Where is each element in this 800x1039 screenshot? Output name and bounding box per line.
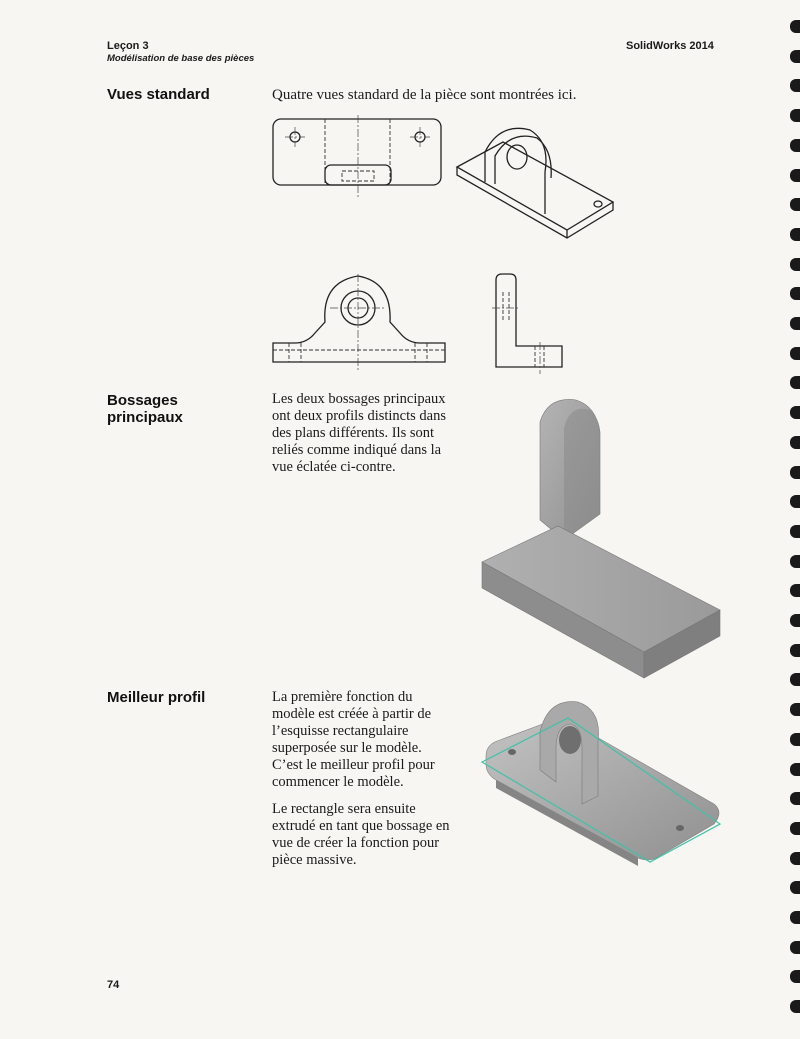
binding-coil [790,228,800,241]
drawing-side-view [490,272,570,377]
binding-coil [790,614,800,627]
binding-coil [790,169,800,182]
best-profile-text [272,689,450,879]
text-line: commencer le modèle. [272,774,404,790]
drawing-isometric-view [455,122,615,247]
binding-coil [790,198,800,211]
lesson-subtitle: Modélisation de base des pièces [107,53,255,64]
binding-coil [790,941,800,954]
heading-main-bosses [107,392,183,426]
text-line: l’esquisse rectangulaire [272,723,409,739]
binding-coil [790,20,800,33]
binding-coil [790,733,800,746]
binding-coil [790,911,800,924]
binding-coil [790,466,800,479]
paragraph [272,801,450,869]
binding-coil [790,852,800,865]
binding-coil [790,881,800,894]
exploded-boss-view [478,392,728,682]
text-line: vue éclatée ci-contre. [272,459,396,475]
page-number: 74 [107,979,120,991]
text-line: des plans différents. Ils sont [272,425,435,441]
text-line: C’est le meilleur profil pour [272,757,435,773]
binding-coil [790,763,800,776]
binding-coil [790,258,800,271]
heading-main-bosses-line1: Bossages [107,392,178,409]
binding-coil [790,347,800,360]
binding-coil [790,703,800,716]
drawing-front-view [270,270,450,375]
heading-best-profile: Meilleur profil [107,689,206,706]
text-line: Le rectangle sera ensuite [272,801,416,817]
product-label: SolidWorks 2014 [626,40,714,52]
part-with-sketch-view [478,692,728,870]
binding-coil [790,376,800,389]
binding-coil [790,644,800,657]
paragraph [272,689,450,791]
drawing-top-view [270,115,450,200]
binding-coil [790,673,800,686]
binding-coil [790,822,800,835]
binding-coil [790,79,800,92]
binding-coil [790,436,800,449]
binding-coil [790,287,800,300]
text-line: modèle est créée à partir de [272,706,432,722]
text-line: La première fonction du [272,689,413,705]
binding-coil [790,406,800,419]
binding-coil [790,50,800,63]
binding-coil [790,584,800,597]
text-line: extrudé en tant que bossage en [272,818,450,834]
text-line: pièce massive. [272,852,357,868]
running-header [107,40,254,65]
text-line: superposée sur le modèle. [272,740,422,756]
binding-coil [790,139,800,152]
text-line: ont deux profils distincts dans [272,408,446,424]
heading-main-bosses-line2: principaux [107,409,183,426]
binding-coil [790,317,800,330]
binding-coil [790,109,800,122]
binding-coil [790,525,800,538]
text-line: reliés comme indiqué dans la [272,442,442,458]
standard-views-text: Quatre vues standard de la pièce sont montrées ici. [272,87,577,103]
text-line: Les deux bossages principaux [272,391,446,407]
binding-coil [790,555,800,568]
binding-coil [790,1000,800,1013]
binding-coil [790,495,800,508]
binding-coil [790,792,800,805]
text-line: vue de créer la fonction pour [272,835,440,851]
main-bosses-text [272,391,446,476]
lesson-label: Leçon 3 [107,40,149,52]
binding-coil [790,970,800,983]
spiral-binding [786,20,800,1030]
heading-standard-views: Vues standard [107,86,210,103]
